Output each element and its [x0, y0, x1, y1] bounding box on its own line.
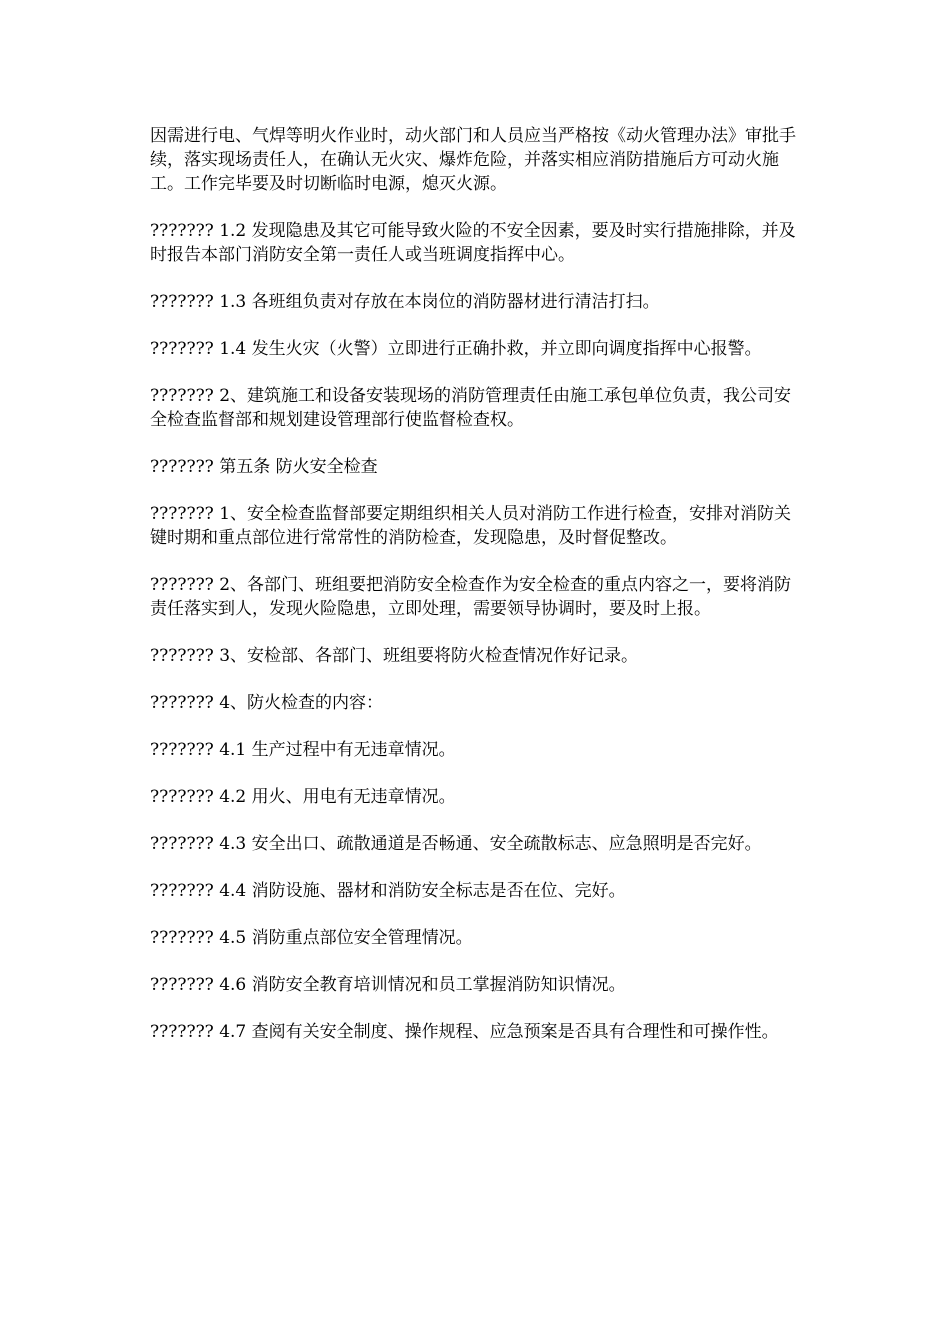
list-item: ??????? 4.5 消防重点部位安全管理情况。	[150, 928, 473, 948]
section-heading: ??????? 第五条 防火安全检查	[150, 457, 378, 477]
paragraph: ??????? 1、安全检查监督部要定期组织相关人员对消防工作进行检查，安排对消防关键时期和重点部位进行常常性的消防检查，发现隐患，及时督促整改。	[150, 504, 792, 548]
list-item: ??????? 4.7 查阅有关安全制度、操作规程、应急预案是否具有合理性和可操作性。	[150, 1022, 779, 1042]
list-item: ??????? 4.2 用火、用电有无违章情况。	[150, 787, 456, 807]
list-item: ??????? 4.1 生产过程中有无违章情况。	[150, 740, 456, 760]
paragraph: ??????? 1.3 各班组负责对存放在本岗位的消防器材进行清洁打扫。	[150, 292, 660, 312]
paragraph: ??????? 2、建筑施工和设备安装现场的消防管理责任由施工承包单位负责，我公司安全检查监督部和规划建设管理部行使监督检查权。	[150, 386, 792, 430]
list-item: ??????? 4.3 安全出口、疏散通道是否畅通、安全疏散标志、应急照明是否完好。	[150, 834, 762, 854]
document-body	[150, 124, 805, 1067]
paragraph: ??????? 2、各部门、班组要把消防安全检查作为安全检查的重点内容之一，要将消防责任落实到人，发现火险隐患，立即处理，需要领导协调时，要及时上报。	[150, 575, 792, 619]
paragraph: ??????? 1.4 发生火灾（火警）立即进行正确扑救，并立即向调度指挥中心报警。	[150, 339, 762, 359]
paragraph: ??????? 3、安检部、各部门、班组要将防火检查情况作好记录。	[150, 646, 639, 666]
paragraph: ??????? 4、防火检查的内容：	[150, 693, 384, 713]
list-item: ??????? 4.4 消防设施、器材和消防安全标志是否在位、完好。	[150, 881, 626, 901]
list-item: ??????? 4.6 消防安全教育培训情况和员工掌握消防知识情况。	[150, 975, 626, 995]
paragraph: 因需进行电、气焊等明火作业时，动火部门和人员应当严格按《动火管理办法》审批手续，落实现场责任人，在确认无火灾、爆炸危险，并落实相应消防措施后方可动火施工。工作完毕要及时切断临时电源，熄灭火源。	[150, 126, 796, 194]
paragraph: ??????? 1.2 发现隐患及其它可能导致火险的不安全因素，要及时实行措施排除，并及时报告本部门消防安全第一责任人或当班调度指挥中心。	[150, 221, 796, 265]
